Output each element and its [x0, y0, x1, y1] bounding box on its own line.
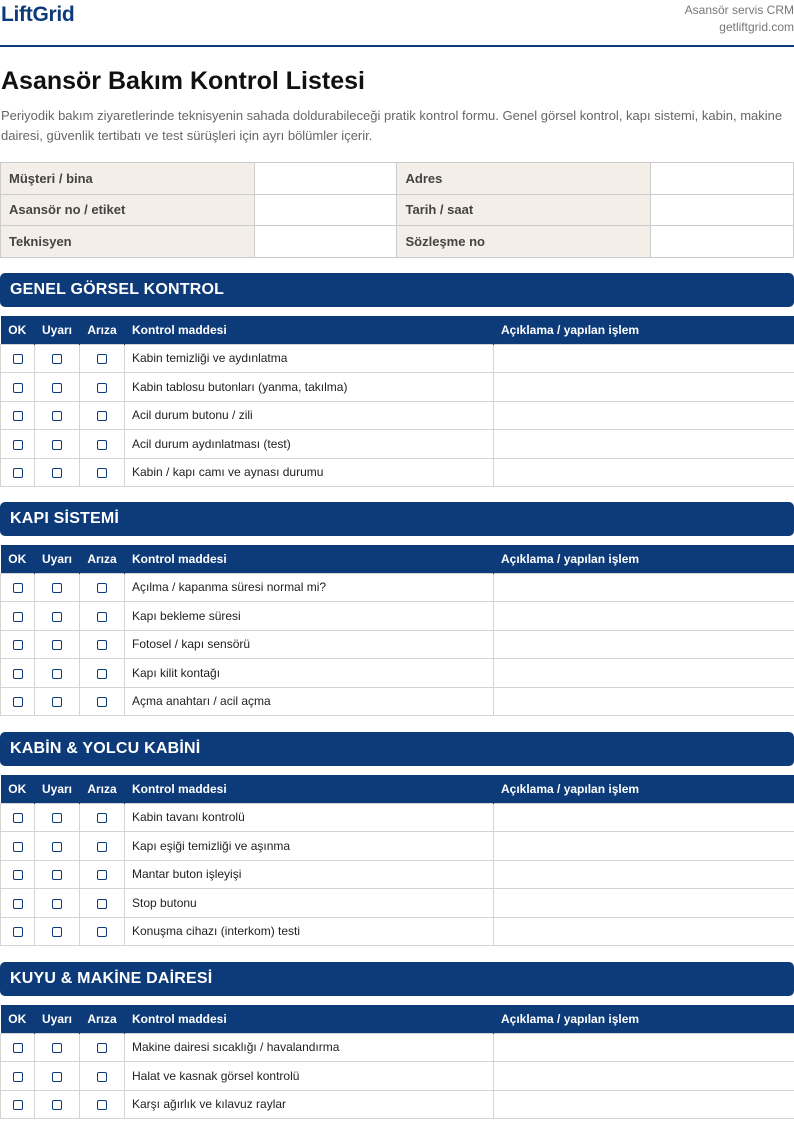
ok-checkbox[interactable] [13, 899, 23, 909]
note-field[interactable] [494, 917, 794, 946]
fault-cell [80, 630, 125, 659]
fault-checkbox[interactable] [97, 383, 107, 393]
warning-cell [35, 1062, 80, 1091]
fault-cell [80, 889, 125, 918]
info-label: Adres [397, 163, 651, 195]
note-field[interactable] [494, 430, 794, 459]
info-label: Asansör no / etiket [1, 194, 255, 226]
info-label: Tarih / saat [397, 194, 651, 226]
fault-cell [80, 573, 125, 602]
ok-cell [1, 889, 35, 918]
checklist-row [1, 832, 794, 861]
ok-checkbox[interactable] [13, 927, 23, 937]
checklist-item-label: Kapı kilit kontağı [125, 659, 494, 688]
fault-checkbox[interactable] [97, 927, 107, 937]
warning-checkbox[interactable] [52, 899, 62, 909]
ok-checkbox[interactable] [13, 440, 23, 450]
fault-checkbox[interactable] [97, 612, 107, 622]
note-field[interactable] [494, 1090, 794, 1119]
checklist-item-label: Kabin / kapı camı ve aynası durumu [125, 458, 494, 487]
info-row [1, 163, 794, 195]
warning-cell [35, 1033, 80, 1062]
ok-checkbox[interactable] [13, 583, 23, 593]
column-header-note: Açıklama / yapılan işlem [494, 1005, 794, 1033]
checklist-item-label: Kabin temizliği ve aydınlatma [125, 344, 494, 373]
checklist-table [0, 545, 794, 716]
warning-checkbox[interactable] [52, 1043, 62, 1053]
checklist-row [1, 1090, 794, 1119]
fault-cell [80, 917, 125, 946]
fault-checkbox[interactable] [97, 640, 107, 650]
fault-checkbox[interactable] [97, 899, 107, 909]
fault-checkbox[interactable] [97, 697, 107, 707]
warning-checkbox[interactable] [52, 813, 62, 823]
checklist-item-label: Kabin tablosu butonları (yanma, takılma) [125, 373, 494, 402]
fault-cell [80, 602, 125, 631]
checklist-item-label: Kabin tavanı kontrolü [125, 803, 494, 832]
ok-checkbox[interactable] [13, 870, 23, 880]
checklist-row [1, 889, 794, 918]
ok-cell [1, 344, 35, 373]
note-field[interactable] [494, 687, 794, 716]
info-row [1, 194, 794, 226]
ok-cell [1, 687, 35, 716]
section-header: GENEL GÖRSEL KONTROL [0, 273, 794, 307]
warning-cell [35, 430, 80, 459]
info-label: Sözleşme no [397, 226, 651, 258]
note-field[interactable] [494, 832, 794, 861]
checklist-row [1, 659, 794, 688]
ok-cell [1, 917, 35, 946]
checklist-row [1, 630, 794, 659]
checklist-row [1, 803, 794, 832]
note-field[interactable] [494, 1062, 794, 1091]
fault-cell [80, 832, 125, 861]
fault-checkbox[interactable] [97, 1043, 107, 1053]
ok-cell [1, 630, 35, 659]
checklist-row [1, 430, 794, 459]
ok-checkbox[interactable] [13, 411, 23, 421]
fault-cell [80, 803, 125, 832]
warning-cell [35, 344, 80, 373]
checklist-item-label: Kapı eşiği temizliği ve aşınma [125, 832, 494, 861]
note-field[interactable] [494, 1033, 794, 1062]
note-field[interactable] [494, 602, 794, 631]
fault-cell [80, 458, 125, 487]
column-header-warning: Uyarı [35, 1005, 80, 1033]
warning-checkbox[interactable] [52, 354, 62, 364]
fault-cell [80, 1090, 125, 1119]
info-row [1, 226, 794, 258]
ok-checkbox[interactable] [13, 1043, 23, 1053]
checklist-table [0, 316, 794, 487]
note-field[interactable] [494, 860, 794, 889]
fault-cell [80, 687, 125, 716]
ok-cell [1, 1033, 35, 1062]
warning-checkbox[interactable] [52, 440, 62, 450]
column-header-note: Açıklama / yapılan işlem [494, 316, 794, 344]
column-header-fault: Arıza [80, 545, 125, 573]
section-header: KABİN & YOLCU KABİNİ [0, 732, 794, 766]
fault-cell [80, 1062, 125, 1091]
ok-cell [1, 860, 35, 889]
ok-cell [1, 832, 35, 861]
fault-checkbox[interactable] [97, 1100, 107, 1110]
warning-checkbox[interactable] [52, 1072, 62, 1082]
column-header-note: Açıklama / yapılan işlem [494, 775, 794, 803]
ok-checkbox[interactable] [13, 354, 23, 364]
note-field[interactable] [494, 659, 794, 688]
fault-cell [80, 1033, 125, 1062]
fault-checkbox[interactable] [97, 842, 107, 852]
checklist-item-label: Acil durum butonu / zili [125, 401, 494, 430]
column-header-ok: OK [1, 545, 35, 573]
checklist-row [1, 344, 794, 373]
column-header-warning: Uyarı [35, 316, 80, 344]
fault-checkbox[interactable] [97, 440, 107, 450]
fault-checkbox[interactable] [97, 813, 107, 823]
note-field[interactable] [494, 344, 794, 373]
checklist-row [1, 458, 794, 487]
checklist-item-label: Stop butonu [125, 889, 494, 918]
column-header-item: Kontrol maddesi [125, 775, 494, 803]
note-field[interactable] [494, 630, 794, 659]
checklist-item-label: Acil durum aydınlatması (test) [125, 430, 494, 459]
checklist-header-row [1, 775, 794, 803]
warning-checkbox[interactable] [52, 583, 62, 593]
fault-checkbox[interactable] [97, 468, 107, 478]
fault-cell [80, 860, 125, 889]
column-header-fault: Arıza [80, 775, 125, 803]
column-header-item: Kontrol maddesi [125, 545, 494, 573]
page-title: Asansör Bakım Kontrol Listesi [1, 67, 365, 95]
warning-cell [35, 602, 80, 631]
ok-cell [1, 803, 35, 832]
warning-cell [35, 373, 80, 402]
column-header-note: Açıklama / yapılan işlem [494, 545, 794, 573]
ok-cell [1, 458, 35, 487]
warning-cell [35, 630, 80, 659]
warning-checkbox[interactable] [52, 669, 62, 679]
section-header: KAPI SİSTEMİ [0, 502, 794, 536]
note-field[interactable] [494, 401, 794, 430]
fault-checkbox[interactable] [97, 870, 107, 880]
checklist-item-label: Açılma / kapanma süresi normal mi? [125, 573, 494, 602]
note-field[interactable] [494, 458, 794, 487]
note-field[interactable] [494, 573, 794, 602]
info-value-field[interactable] [254, 163, 397, 195]
ok-checkbox[interactable] [13, 697, 23, 707]
warning-cell [35, 832, 80, 861]
fault-cell [80, 430, 125, 459]
fault-checkbox[interactable] [97, 669, 107, 679]
note-field[interactable] [494, 803, 794, 832]
checklist-header-row [1, 545, 794, 573]
brand-logo: LiftGrid [1, 3, 75, 26]
checklist-header-row [1, 316, 794, 344]
section-header: KUYU & MAKİNE DAİRESİ [0, 962, 794, 996]
checklist-item-label: Fotosel / kapı sensörü [125, 630, 494, 659]
checklist-item-label: Konuşma cihazı (interkom) testi [125, 917, 494, 946]
column-header-warning: Uyarı [35, 545, 80, 573]
warning-checkbox[interactable] [52, 383, 62, 393]
checklist-row [1, 1033, 794, 1062]
info-value-field[interactable] [254, 194, 397, 226]
note-field[interactable] [494, 889, 794, 918]
checklist-table [0, 1005, 794, 1119]
column-header-warning: Uyarı [35, 775, 80, 803]
checklist-row [1, 373, 794, 402]
ok-checkbox[interactable] [13, 813, 23, 823]
ok-checkbox[interactable] [13, 640, 23, 650]
fault-checkbox[interactable] [97, 1072, 107, 1082]
page-header [0, 0, 794, 47]
checklist-table [0, 775, 794, 946]
header-meta [685, 2, 794, 36]
warning-checkbox[interactable] [52, 927, 62, 937]
note-field[interactable] [494, 373, 794, 402]
checklist-item-label: Karşı ağırlık ve kılavuz raylar [125, 1090, 494, 1119]
column-header-item: Kontrol maddesi [125, 1005, 494, 1033]
warning-cell [35, 917, 80, 946]
intro-text: Periyodik bakım ziyaretlerinde teknisyenin sahada doldurabileceği pratik kontrol formu. Genel görsel kontrol, kapı sistemi, kabin, makine dairesi, güvenlik tertibatı ve test sürüşleri için ayrı bölümler içerir. [1, 108, 783, 143]
header-website: getliftgrid.com [719, 20, 794, 34]
column-header-ok: OK [1, 1005, 35, 1033]
warning-checkbox[interactable] [52, 468, 62, 478]
checklist-row [1, 860, 794, 889]
warning-cell [35, 458, 80, 487]
checklist-header-row [1, 1005, 794, 1033]
column-header-ok: OK [1, 775, 35, 803]
fault-checkbox[interactable] [97, 583, 107, 593]
ok-checkbox[interactable] [13, 669, 23, 679]
column-header-item: Kontrol maddesi [125, 316, 494, 344]
ok-cell [1, 602, 35, 631]
ok-cell [1, 373, 35, 402]
checklist-item-label: Makine dairesi sıcaklığı / havalandırma [125, 1033, 494, 1062]
header-subtitle: Asansör servis CRM [684, 3, 794, 17]
ok-cell [1, 1090, 35, 1119]
info-label: Müşteri / bina [1, 163, 255, 195]
checklist-row [1, 401, 794, 430]
ok-cell [1, 659, 35, 688]
warning-cell [35, 687, 80, 716]
info-value-field[interactable] [651, 226, 794, 258]
warning-checkbox[interactable] [52, 1100, 62, 1110]
ok-checkbox[interactable] [13, 842, 23, 852]
warning-checkbox[interactable] [52, 870, 62, 880]
warning-cell [35, 401, 80, 430]
checklist-item-label: Açma anahtarı / acil açma [125, 687, 494, 716]
fault-cell [80, 373, 125, 402]
ok-checkbox[interactable] [13, 612, 23, 622]
ok-checkbox[interactable] [13, 1100, 23, 1110]
warning-cell [35, 889, 80, 918]
ok-cell [1, 401, 35, 430]
fault-cell [80, 344, 125, 373]
warning-checkbox[interactable] [52, 697, 62, 707]
checklist-item-label: Halat ve kasnak görsel kontrolü [125, 1062, 494, 1091]
warning-cell [35, 1090, 80, 1119]
info-value-field[interactable] [651, 194, 794, 226]
warning-cell [35, 573, 80, 602]
warning-cell [35, 803, 80, 832]
info-value-field[interactable] [651, 163, 794, 195]
warning-cell [35, 860, 80, 889]
checklist-row [1, 687, 794, 716]
checklist-row [1, 573, 794, 602]
ok-cell [1, 1062, 35, 1091]
column-header-fault: Arıza [80, 316, 125, 344]
info-label: Teknisyen [1, 226, 255, 258]
checklist-row [1, 1062, 794, 1091]
checklist-item-label: Mantar buton işleyişi [125, 860, 494, 889]
warning-checkbox[interactable] [52, 842, 62, 852]
ok-checkbox[interactable] [13, 1072, 23, 1082]
ok-cell [1, 430, 35, 459]
column-header-fault: Arıza [80, 1005, 125, 1033]
checklist-row [1, 602, 794, 631]
info-table [0, 162, 794, 258]
warning-cell [35, 659, 80, 688]
ok-cell [1, 573, 35, 602]
column-header-ok: OK [1, 316, 35, 344]
ok-checkbox[interactable] [13, 383, 23, 393]
checklist-item-label: Kapı bekleme süresi [125, 602, 494, 631]
warning-checkbox[interactable] [52, 411, 62, 421]
fault-cell [80, 401, 125, 430]
checklist-row [1, 917, 794, 946]
fault-cell [80, 659, 125, 688]
fault-checkbox[interactable] [97, 354, 107, 364]
info-value-field[interactable] [254, 226, 397, 258]
ok-checkbox[interactable] [13, 468, 23, 478]
warning-checkbox[interactable] [52, 612, 62, 622]
fault-checkbox[interactable] [97, 411, 107, 421]
warning-checkbox[interactable] [52, 640, 62, 650]
